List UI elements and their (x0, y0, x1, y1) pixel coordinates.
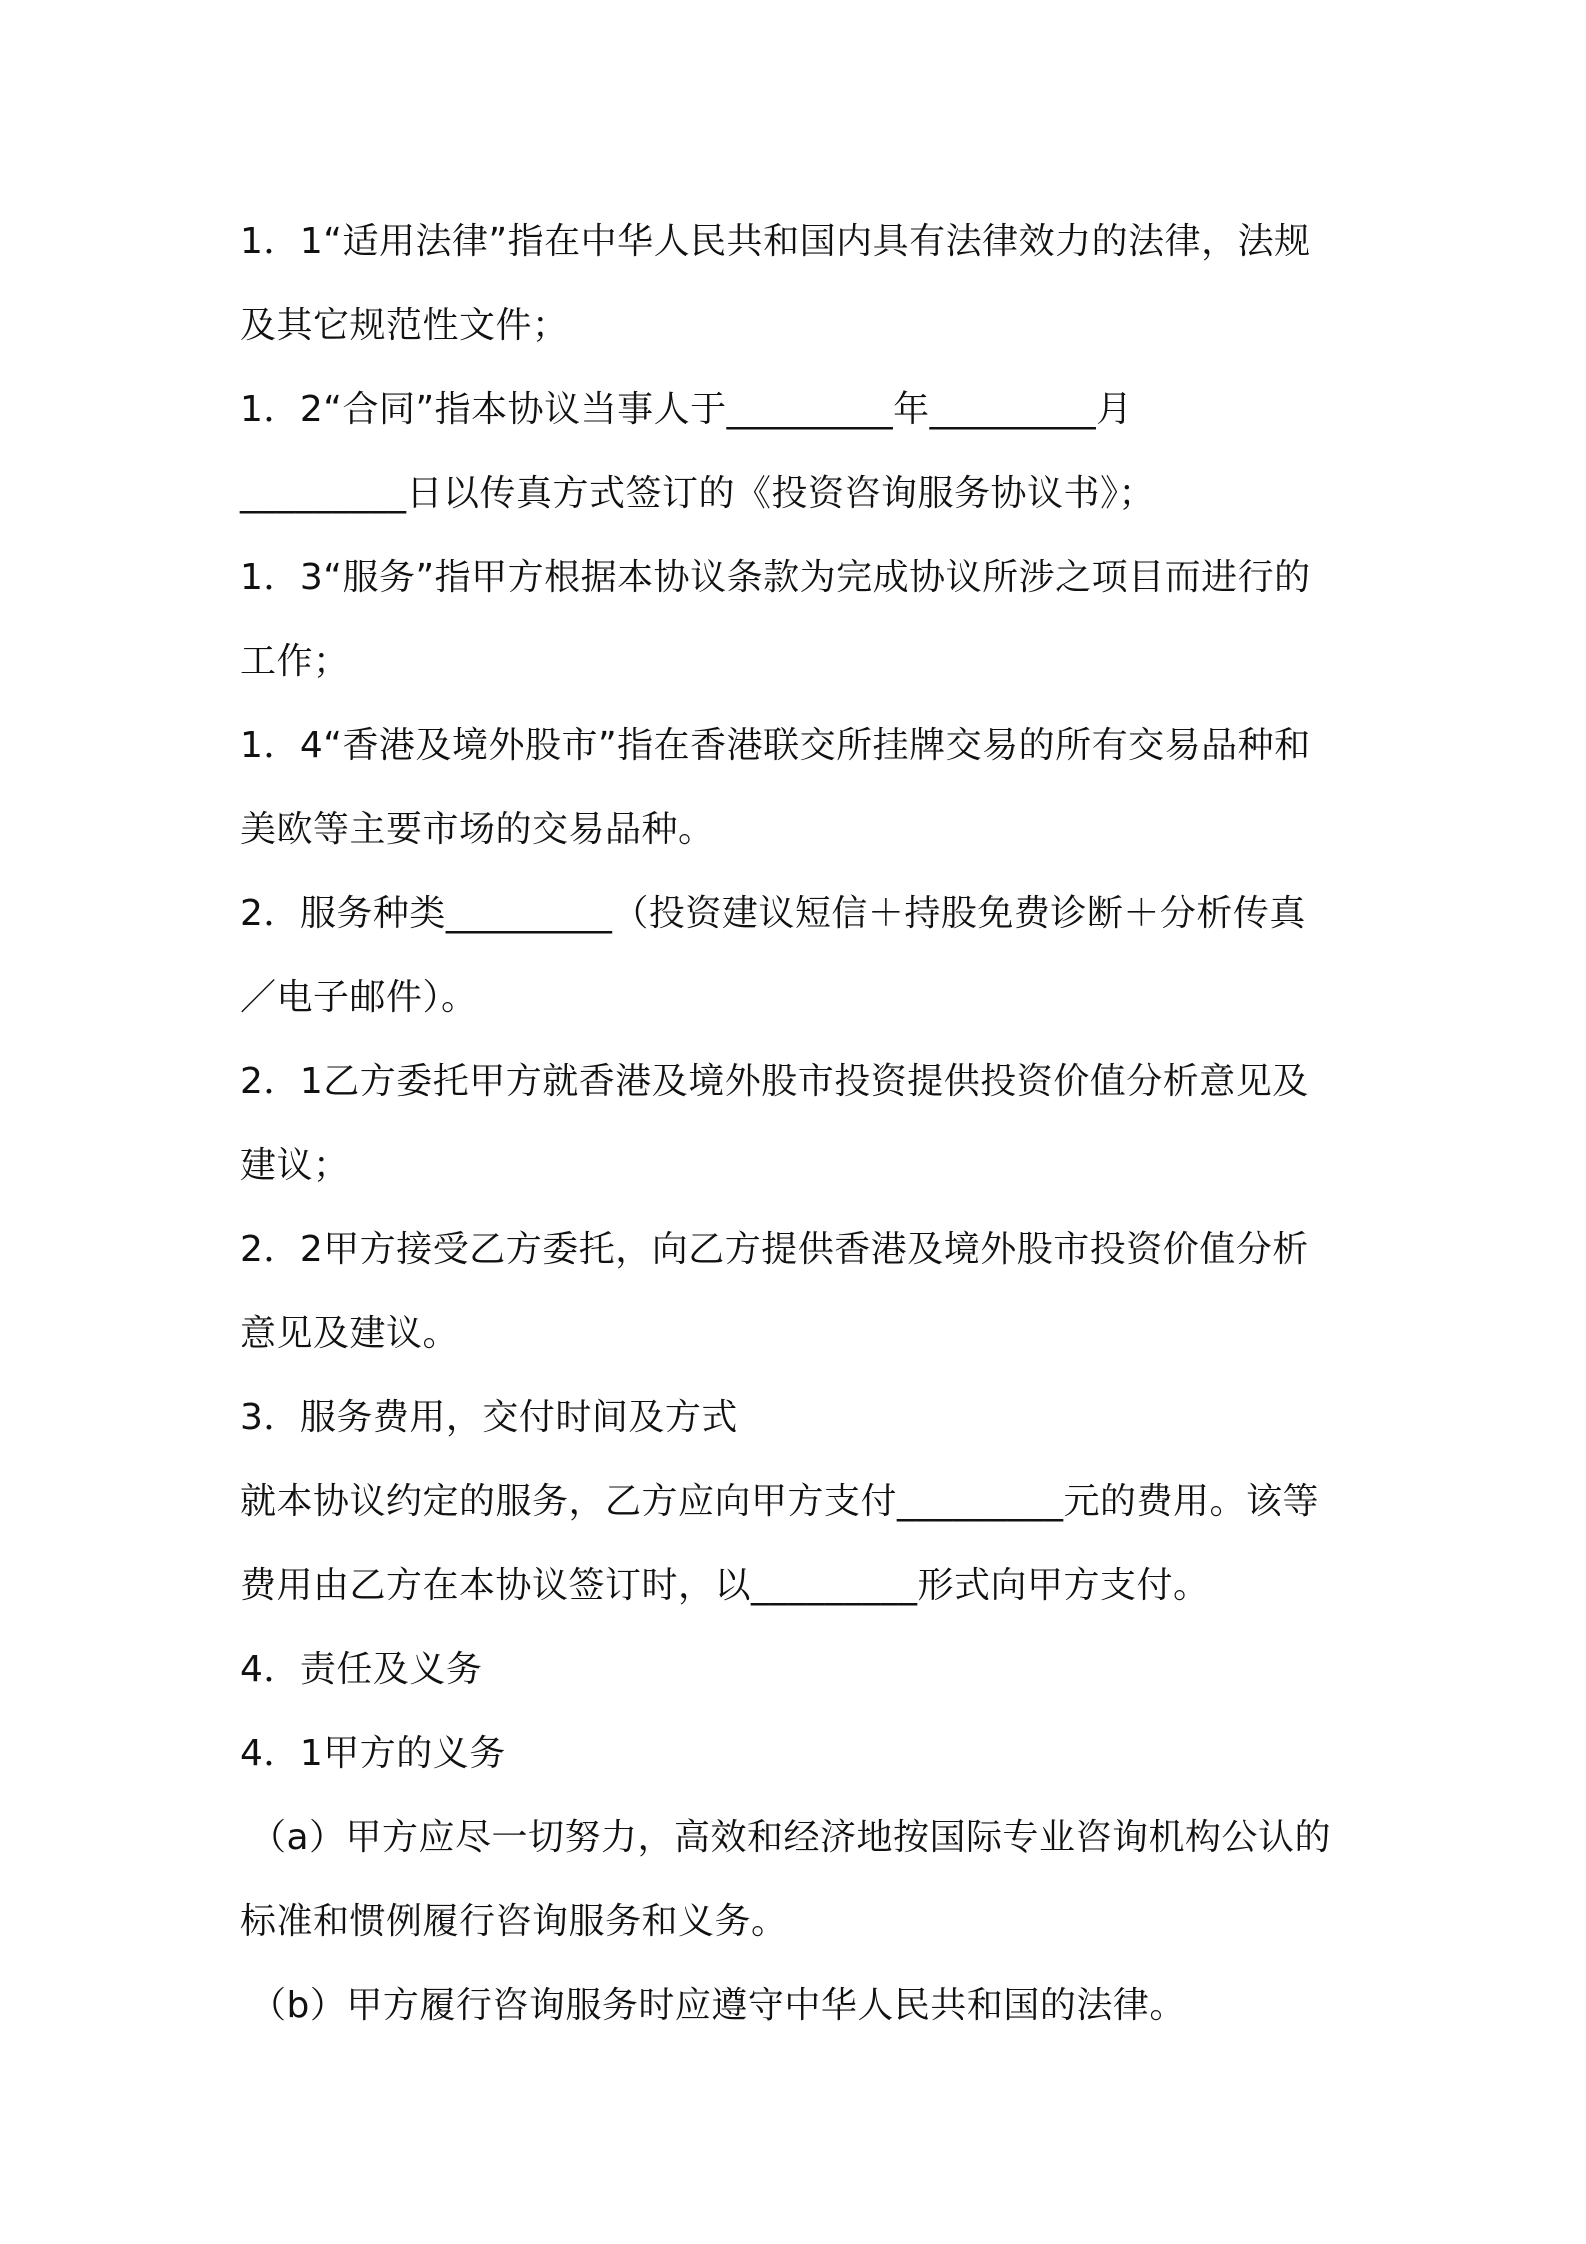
clause-4-1-heading: 4．1甲方的义务 (240, 1733, 506, 1774)
document-body (240, 200, 1350, 2048)
clause-1-2-line-2: _________日以传真方式签订的《投资咨询服务协议书》； (240, 473, 1156, 514)
clause-1-4-line-2: 美欧等主要市场的交易品种。 (240, 809, 715, 850)
clause-2-line-2: ／电子邮件）。 (240, 977, 478, 1018)
clause-2-1-line-1: 2．1乙方委托甲方就香港及境外股市投资提供投资价值分析意见及 (240, 1061, 1309, 1102)
clause-1-1-line-2: 及其它规范性文件； (240, 305, 569, 346)
clause-1-3-line-1: 1．3“服务”指甲方根据本协议条款为完成协议所涉之项目而进行的 (240, 557, 1311, 598)
section-3-heading: 3．服务费用，交付时间及方式 (240, 1397, 738, 1438)
clause-1-3-line-2: 工作； (240, 641, 350, 682)
clause-1-2-line-1: 1．2“合同”指本协议当事人于_________年_________月 (240, 389, 1133, 430)
clause-2-2-line-2: 意见及建议。 (240, 1313, 460, 1354)
section-4-heading: 4．责任及义务 (240, 1649, 483, 1690)
clause-2-1-line-2: 建议； (240, 1145, 350, 1186)
clause-4-1-b-line-1: （b）甲方履行咨询服务时应遵守中华人民共和国的法律。 (250, 1985, 1186, 2026)
clause-2-line-1: 2．服务种类_________（投资建议短信＋持股免费诊断＋分析传真 (240, 893, 1306, 934)
clause-4-1-a-line-2: 标准和惯例履行咨询服务和义务。 (240, 1901, 788, 1942)
clause-4-1-a-line-1: （a）甲方应尽一切努力，高效和经济地按国际专业咨询机构公认的 (250, 1817, 1332, 1858)
clause-3-line-1: 就本协议约定的服务，乙方应向甲方支付_________元的费用。该等 (240, 1481, 1320, 1522)
clause-3-line-2: 费用由乙方在本协议签订时，以_________形式向甲方支付。 (240, 1565, 1210, 1606)
clause-1-4-line-1: 1．4“香港及境外股市”指在香港联交所挂牌交易的所有交易品种和 (240, 725, 1311, 766)
clause-1-1-line-1: 1．1“适用法律”指在中华人民共和国内具有法律效力的法律，法规 (240, 221, 1311, 262)
clause-2-2-line-1: 2．2甲方接受乙方委托，向乙方提供香港及境外股市投资价值分析 (240, 1229, 1309, 1270)
